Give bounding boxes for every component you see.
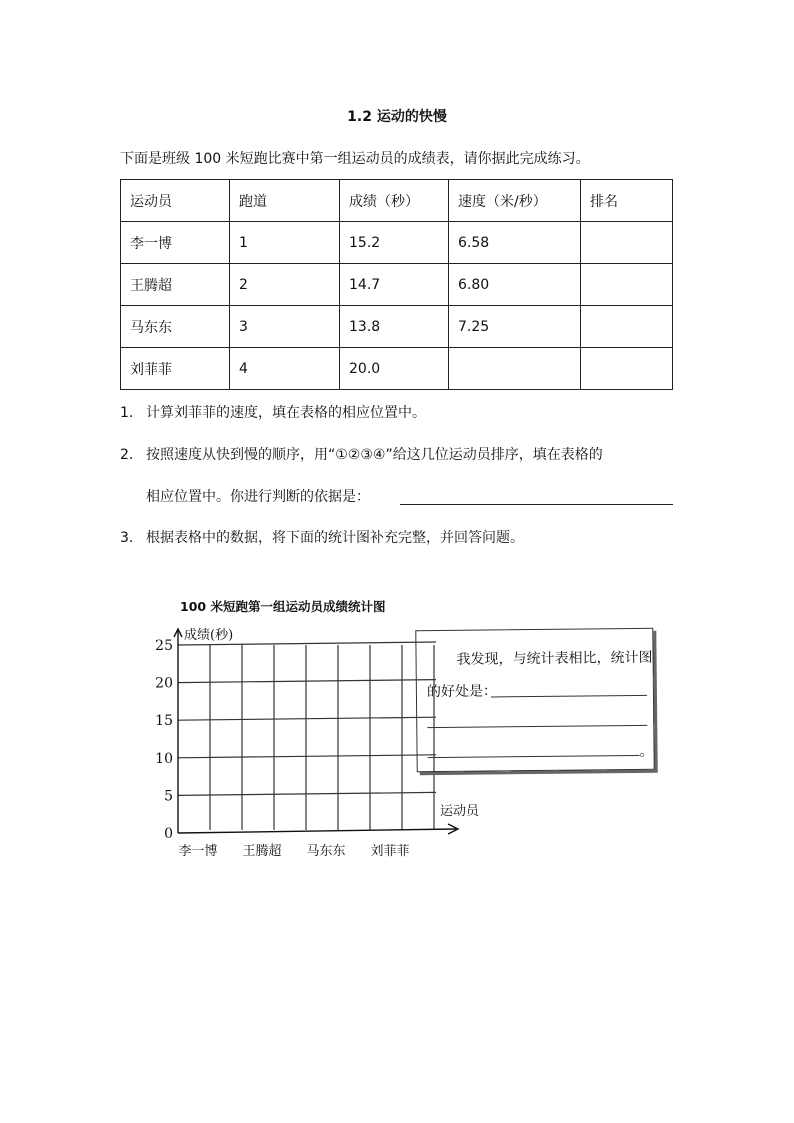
cell-time: 15.2 — [340, 222, 449, 264]
answer-blank-basis[interactable] — [400, 504, 673, 505]
table-row — [121, 222, 673, 264]
finding-blank-2[interactable] — [427, 725, 647, 728]
chart-title: 100 米短跑第一组运动员成绩统计图 — [180, 599, 386, 614]
question-text: 计算刘菲菲的速度，填在表格的相应位置中。 — [146, 405, 426, 421]
cell-lane: 4 — [230, 348, 340, 390]
x-tick-label: 王腾超 — [242, 844, 282, 859]
y-tick-label: 25 — [155, 638, 173, 654]
grid-line-h — [178, 680, 436, 683]
cell-rank[interactable] — [581, 306, 673, 348]
cell-speed[interactable]: 6.80 — [449, 264, 581, 306]
page-title: 1.2 运动的快慢 — [347, 109, 447, 125]
header-rank: 排名 — [581, 180, 673, 222]
question-3 — [120, 527, 524, 547]
grid-line-h — [178, 717, 436, 720]
y-tick-label: 15 — [155, 713, 173, 730]
question-number: 3. — [120, 530, 134, 546]
table-row — [121, 264, 673, 306]
question-number: 1. — [120, 405, 134, 421]
y-axis-label: 成绩(秒) — [184, 628, 234, 643]
cell-rank[interactable] — [581, 264, 673, 306]
question-text: 按照速度从快到慢的顺序，用“①②③④”给这几位运动员排序，填在表格的 — [146, 447, 603, 463]
cell-time: 20.0 — [340, 348, 449, 390]
question-number: 2. — [120, 447, 134, 463]
cell-time: 14.7 — [340, 264, 449, 306]
table-row — [121, 348, 673, 390]
score-table — [120, 179, 673, 390]
y-tick-label: 0 — [164, 826, 173, 842]
table-header-row — [121, 180, 673, 222]
table-row — [121, 306, 673, 348]
cell-rank[interactable] — [581, 348, 673, 390]
cell-athlete: 马东东 — [121, 306, 230, 348]
finding-blank-3[interactable] — [428, 755, 640, 758]
grid-line-h — [178, 792, 436, 795]
x-tick-label: 马东东 — [306, 844, 346, 859]
finding-period: 。 — [639, 743, 654, 760]
finding-blank-1[interactable] — [491, 695, 647, 698]
cell-athlete: 王腾超 — [121, 264, 230, 306]
header-time: 成绩（秒） — [340, 180, 449, 222]
x-tick-label: 李一博 — [178, 844, 218, 859]
question-1 — [120, 402, 426, 422]
header-athlete: 运动员 — [121, 180, 230, 222]
grid-line-h — [178, 755, 436, 758]
cell-lane: 2 — [230, 264, 340, 306]
question-2 — [120, 444, 603, 464]
question-text: 相应位置中。你进行判断的依据是： — [146, 489, 370, 505]
header-speed: 速度（米/秒） — [449, 180, 581, 222]
cell-speed[interactable] — [449, 348, 581, 390]
finding-text-1: 我发现，与统计表相比，统计图 — [456, 649, 653, 668]
chart-area — [120, 585, 680, 885]
finding-text-2: 的好处是： — [426, 683, 497, 701]
cell-lane: 1 — [230, 222, 340, 264]
cell-speed[interactable]: 7.25 — [449, 306, 581, 348]
cell-athlete: 刘菲菲 — [121, 348, 230, 390]
cell-lane: 3 — [230, 306, 340, 348]
question-2-continued — [120, 486, 370, 506]
question-text: 根据表格中的数据，将下面的统计图补充完整，并回答问题。 — [146, 530, 524, 546]
cell-time: 13.8 — [340, 306, 449, 348]
y-tick-label: 20 — [155, 675, 173, 692]
cell-rank[interactable] — [581, 222, 673, 264]
y-tick-label: 10 — [155, 750, 173, 767]
x-axis-label: 运动员 — [440, 804, 480, 819]
finding-box — [415, 628, 654, 772]
header-lane: 跑道 — [230, 180, 340, 222]
x-axis — [178, 829, 456, 833]
intro-text: 下面是班级 100 米短跑比赛中第一组运动员的成绩表，请你据此完成练习。 — [120, 151, 590, 167]
x-tick-label: 刘菲菲 — [370, 844, 410, 859]
y-tick-label: 5 — [164, 788, 173, 805]
cell-speed[interactable]: 6.58 — [449, 222, 581, 264]
cell-athlete: 李一博 — [121, 222, 230, 264]
